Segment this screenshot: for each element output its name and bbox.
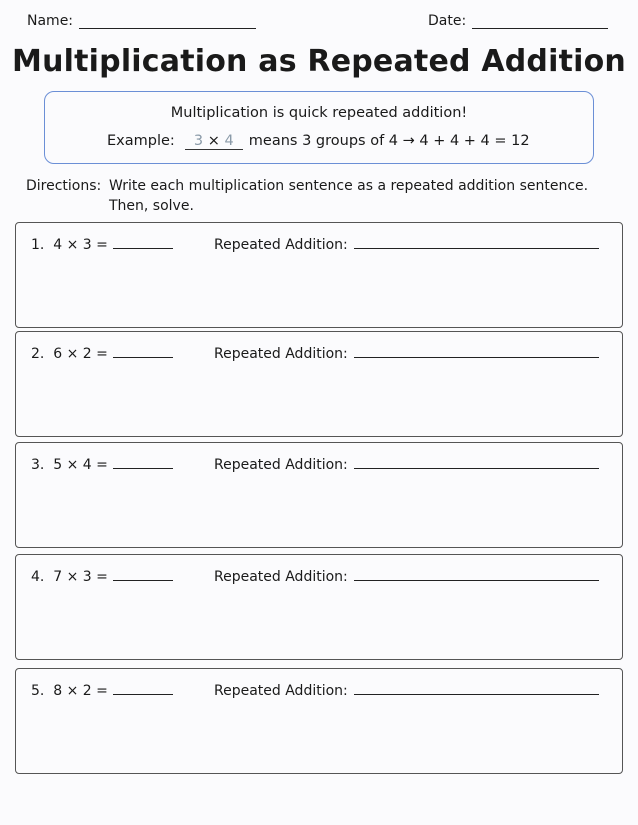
- directions-text-2: Then, solve.: [109, 198, 194, 214]
- problem-equation: [31, 455, 173, 473]
- repeated-addition-blank[interactable]: [354, 344, 599, 358]
- name-blank[interactable]: [79, 14, 256, 29]
- repeated-addition: [214, 455, 599, 473]
- problem-number: 2.: [31, 346, 45, 362]
- problem-box-1: [15, 222, 623, 328]
- problem-number: 3.: [31, 457, 45, 473]
- name-field: [27, 13, 256, 29]
- repeated-addition-blank[interactable]: [354, 567, 599, 581]
- answer-blank[interactable]: [113, 235, 173, 249]
- problem-box-4: [15, 554, 623, 660]
- date-label: Date:: [428, 13, 467, 29]
- problem-equation: [31, 681, 173, 699]
- problem-box-2: [15, 331, 623, 437]
- repeated-addition: [214, 681, 599, 699]
- answer-blank[interactable]: [113, 681, 173, 695]
- repeated-addition-blank[interactable]: [354, 455, 599, 469]
- problem-equation: [31, 344, 173, 362]
- example-factor-a: 3: [193, 133, 204, 149]
- repeated-addition: [214, 344, 599, 362]
- example-factor-b: 4: [224, 133, 234, 149]
- repeated-addition-label: Repeated Addition:: [214, 346, 348, 362]
- repeated-addition-blank[interactable]: [354, 681, 599, 695]
- problem-expression: 5 × 4 =: [53, 457, 108, 473]
- worksheet-title: Multiplication as Repeated Addition: [12, 44, 626, 79]
- example-blank: [185, 133, 243, 150]
- answer-blank[interactable]: [113, 455, 173, 469]
- problem-number: 1.: [31, 237, 45, 253]
- repeated-addition-blank[interactable]: [354, 235, 599, 249]
- directions-text-1: Write each multiplication sentence as a repeated addition sentence.: [109, 178, 589, 194]
- example-label: Example:: [107, 133, 175, 149]
- date-blank[interactable]: [472, 14, 608, 29]
- problem-box-3: [15, 442, 623, 548]
- repeated-addition-label: Repeated Addition:: [214, 457, 348, 473]
- answer-blank[interactable]: [113, 344, 173, 358]
- repeated-addition-label: Repeated Addition:: [214, 237, 348, 253]
- example-box: [44, 91, 594, 164]
- name-label: Name:: [27, 13, 74, 29]
- problem-expression: 7 × 3 =: [53, 569, 108, 585]
- repeated-addition-label: Repeated Addition:: [214, 569, 348, 585]
- example-intro: Multiplication is quick repeated addition!: [170, 105, 468, 121]
- example-line: [107, 133, 530, 150]
- answer-blank[interactable]: [113, 567, 173, 581]
- example-times: ×: [207, 133, 220, 149]
- directions-label: Directions:: [26, 178, 102, 194]
- repeated-addition: [214, 567, 599, 585]
- problem-equation: [31, 235, 173, 253]
- problem-expression: 8 × 2 =: [53, 683, 108, 699]
- repeated-addition: [214, 235, 599, 253]
- repeated-addition-label: Repeated Addition:: [214, 683, 348, 699]
- date-field: [428, 13, 608, 29]
- problem-box-5: [15, 668, 623, 774]
- problem-expression: 4 × 3 =: [53, 237, 108, 253]
- problem-number: 5.: [31, 683, 45, 699]
- problem-equation: [31, 567, 173, 585]
- problem-number: 4.: [31, 569, 45, 585]
- example-explanation: means 3 groups of 4 → 4 + 4 + 4 = 12: [248, 133, 530, 149]
- problem-expression: 6 × 2 =: [53, 346, 108, 362]
- directions: [26, 176, 588, 216]
